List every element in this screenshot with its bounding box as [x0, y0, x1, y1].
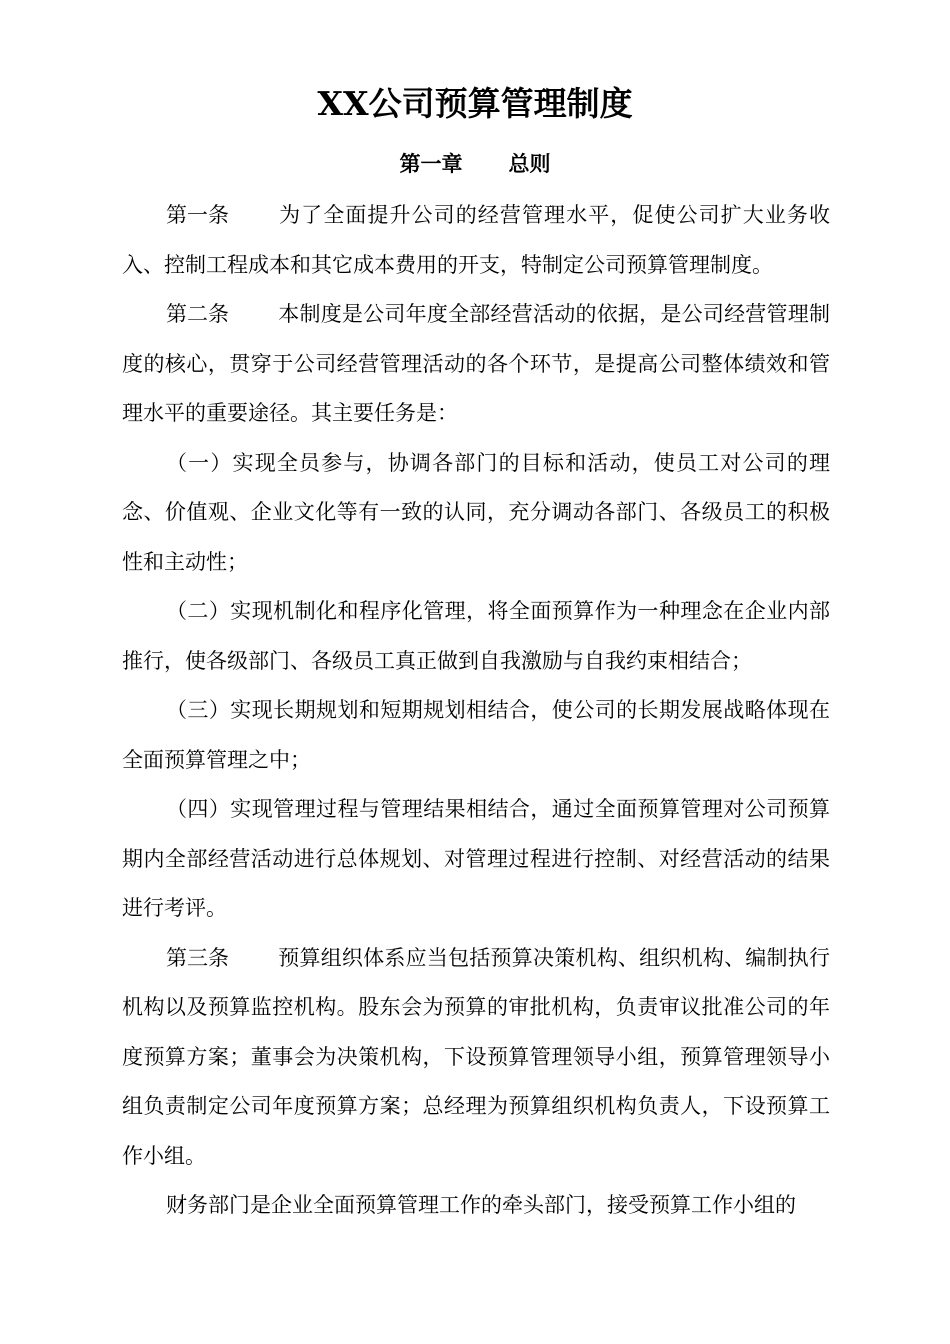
task-item-3: （三）实现长期规划和短期规划相结合，使公司的长期发展战略体现在全面预算管理之中； [122, 698, 830, 772]
article-3-text: 预算组织体系应当包括预算决策机构、组织机构、编制执行机构以及预算监控机构。股东会为预算的审批机构，负责审议批准公司的年度预算方案；董事会为决策机构，下设预算管理领导小组，预算管理领导小组负责制定公司年度预算方案；总经理为预算组织机构负责人，下设预算工作小组。 [122, 945, 830, 1168]
article-1-label: 第一条 [166, 203, 229, 227]
chapter-number: 第一章 [399, 151, 463, 176]
chapter-heading [0, 146, 950, 182]
article-1 [122, 191, 830, 290]
document-body [122, 191, 830, 1231]
chapter-title: 总则 [508, 151, 551, 176]
task-item-4: （四）实现管理过程与管理结果相结合，通过全面预算管理对公司预算期内全部经营活动进行总体规划、对管理过程进行控制、对经营活动的结果进行考评。 [122, 797, 830, 920]
task-item-1: （一）实现全员参与，协调各部门的目标和活动，使员工对公司的理念、价值观、企业文化等有一致的认同，充分调动各部门、各级员工的积极性和主动性； [122, 450, 830, 574]
article-1-text: 为了全面提升公司的经营管理水平，促使公司扩大业务收入、控制工程成本和其它成本费用的开支，特制定公司预算管理制度。 [122, 203, 830, 277]
article-2-text: 本制度是公司年度全部经营活动的依据，是公司经营管理制度的核心，贯穿于公司经营管理活动的各个环节，是提高公司整体绩效和管理水平的重要途径。其主要任务是： [122, 302, 830, 425]
document-title: XX公司预算管理制度 [317, 84, 633, 123]
closing-paragraph: 财务部门是企业全面预算管理工作的牵头部门，接受预算工作小组的 [166, 1193, 796, 1217]
article-3 [122, 934, 830, 1182]
task-item-2: （二）实现机制化和程序化管理，将全面预算作为一种理念在企业内部推行，使各级部门、各级员工真正做到自我激励与自我约束相结合； [122, 599, 830, 673]
article-2-label: 第二条 [166, 302, 229, 326]
article-3-label: 第三条 [166, 945, 229, 970]
article-2 [122, 290, 830, 439]
